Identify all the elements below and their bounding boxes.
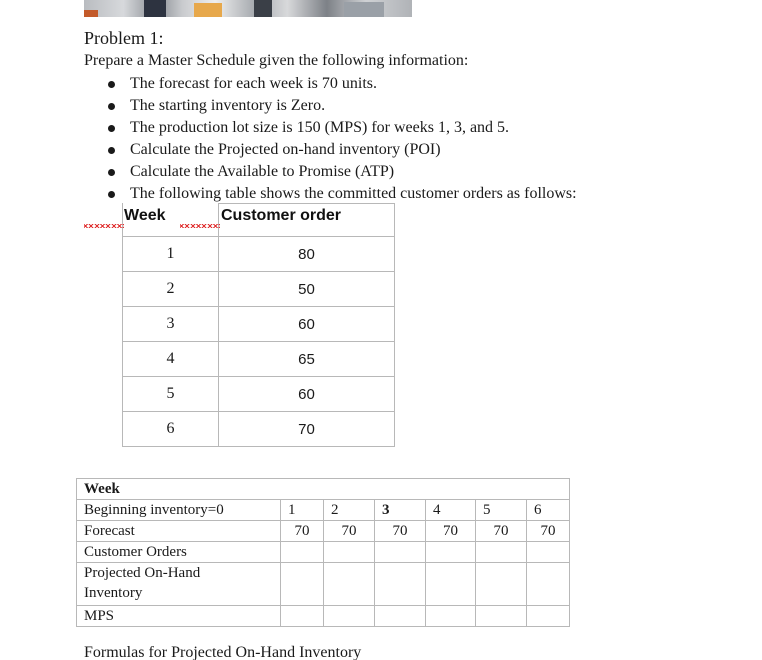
mps-week-row: Week [77, 479, 570, 500]
mps-beginning-row: Beginning inventory=0 1 2 3 4 5 6 [77, 500, 570, 521]
formulas-heading: Formulas for Projected On-Hand Inventory [84, 644, 362, 660]
table-row: 3 60 [123, 307, 395, 342]
table-row: 4 65 [123, 342, 395, 377]
orders-customer-order-header: Customer order [221, 207, 342, 224]
table-row: 5 60 [123, 377, 395, 412]
mps-forecast-row: Forecast 70 70 70 70 70 70 [77, 521, 570, 542]
bullet-dot-icon [108, 191, 115, 198]
problem-title: Problem 1: [84, 28, 164, 48]
bullet-starting-inventory: The starting inventory is Zero. [106, 95, 577, 117]
header-photo [84, 0, 412, 17]
customer-orders-table [122, 203, 395, 447]
bullet-dot-icon [108, 169, 115, 176]
master-schedule-table [76, 478, 570, 627]
mps-mps-row: MPS [77, 606, 570, 627]
bullet-dot-icon [108, 147, 115, 154]
orders-week-header: Week [124, 207, 166, 224]
bullet-lot-size: The production lot size is 150 (MPS) for weeks 1, 3, and 5. [106, 117, 577, 139]
bullet-dot-icon [108, 125, 115, 132]
table-row: 2 50 [123, 272, 395, 307]
mps-customer-orders-row: Customer Orders [77, 542, 570, 563]
bullet-forecast: The forecast for each week is 70 units. [106, 73, 577, 95]
table-row: 6 70 [123, 412, 395, 447]
bullet-atp: Calculate the Available to Promise (ATP) [106, 161, 577, 183]
spellcheck-underline [180, 224, 220, 228]
info-bullet-list [106, 73, 577, 205]
mps-poi-row: Projected On-Hand Inventory [77, 563, 570, 606]
table-row: 1 80 [123, 237, 395, 272]
bullet-dot-icon [108, 103, 115, 110]
problem-intro: Prepare a Master Schedule given the following information: [84, 52, 469, 69]
bullet-orders-table-intro: The following table shows the committed customer orders as follows: [106, 183, 577, 205]
spellcheck-underline [84, 224, 124, 228]
bullet-poi: Calculate the Projected on-hand inventory (POI) [106, 139, 577, 161]
bullet-dot-icon [108, 81, 115, 88]
